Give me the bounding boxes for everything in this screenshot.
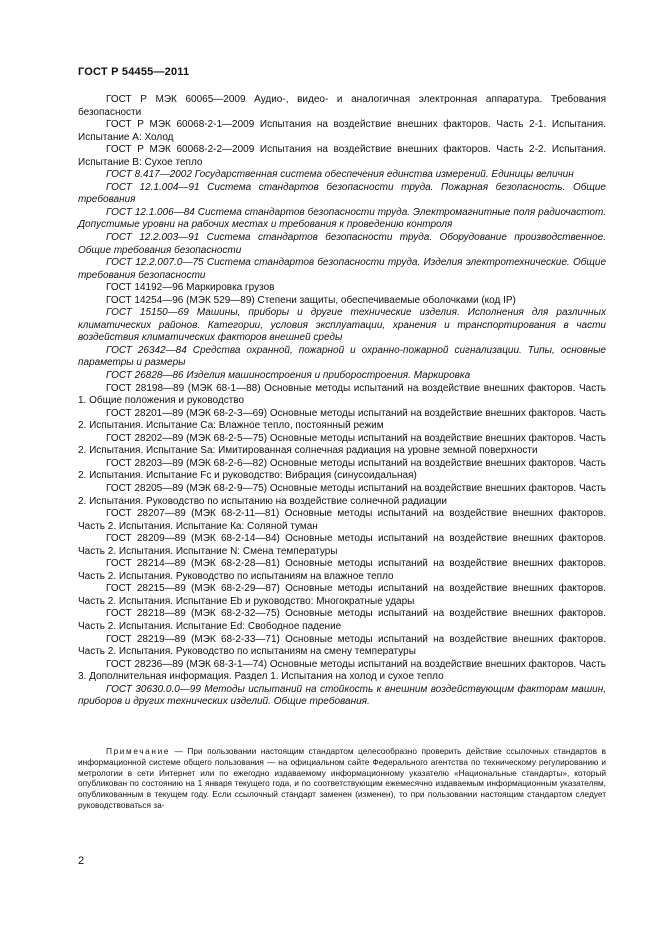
reference-item: ГОСТ 26828—86 Изделия машиностроения и приборостроения. Маркировка (106, 370, 471, 382)
reference-item: ГОСТ 28198—89 (МЭК 68-1—88) Основные методы испытаний на воздействие внешних факторов. Часть 1. Общие положения и руководство (78, 382, 606, 407)
reference-item: ГОСТ 28214—89 (МЭК 68-2-28—81) Основные методы испытаний на воздействие внешних факторов. Часть 2. Испытания. Руководство по испытаниям на влажное тепло (78, 558, 606, 582)
reference-item: ГОСТ 30630.0.0—99 Методы испытаний на стойкость к внешним воздействующим факторам машин, приборов и других технических изделий. Общие требования. (78, 683, 606, 708)
reference-item: ГОСТ 12.1.004—91 Система стандартов безопасности труда. Пожарная безопасность. Общие требования (78, 181, 606, 206)
reference-item: ГОСТ 28218—89 (МЭК 68-2-32—75) Основные методы испытаний на воздействие внешних факторов. Часть 2. Испытания. Испытание Ed: Свободное падение (78, 608, 606, 632)
reference-item: ГОСТ 12.2.003—91 Система стандартов безопасности труда. Оборудование производственное. Общие требования безопасности (78, 232, 606, 256)
reference-item: ГОСТ 12.1.006—84 Система стандартов безопасности труда. Электромагнитные поля радиочастот. Допустимые уровни на рабочих местах и требования к проведению контроля (78, 206, 606, 231)
reference-item: ГОСТ Р МЭК 60068-2-2—2009 Испытания на воздействие внешних факторов. Часть 2-2. Испытания. Испытание В: Сухое тепло (78, 144, 606, 168)
reference-item: ГОСТ 12.2.007.0—75 Система стандартов безопасности труда. Изделия электротехнические. Общие требования безопасности (78, 257, 606, 281)
note-paragraph (78, 746, 606, 811)
reference-item: ГОСТ 28209—89 (МЭК 68-2-14—84) Основные методы испытаний на воздействие внешних факторов. Часть 2. Испытания. Испытание N: Смена температуры (78, 533, 606, 557)
reference-item: ГОСТ 28203—89 (МЭК 68-2-6—82) Основные методы испытаний на воздействие внешних факторов. Часть 2. Испытания. Испытание Fc и руководство: Вибрация (синусоидальная) (78, 457, 606, 482)
reference-item: ГОСТ 14254—96 (МЭК 529—89) Степени защиты, обеспечиваемые оболочками (код IP) (106, 294, 516, 306)
reference-item: ГОСТ 28207—89 (МЭК 68-2-11—81) Основные методы испытаний на воздействие внешних факторов. Часть 2. Испытания. Испытание Ка: Соляной туман (78, 508, 606, 532)
document-header: ГОСТ Р 54455—2011 (78, 66, 190, 78)
reference-item: ГОСТ Р МЭК 60065—2009 Аудио-, видео- и аналогичная электронная аппаратура. Требования безопасности (78, 94, 606, 118)
reference-item: ГОСТ 14192—96 Маркировка грузов (106, 282, 275, 294)
reference-item: ГОСТ 28219—89 (МЭК 68-2-33—71) Основные методы испытаний на воздействие внешних факторов. Часть 2. Испытания. Руководство по испытаниям на смену температуры (78, 633, 606, 658)
reference-item: ГОСТ 28205—89 (МЭК 68-2-9—75) Основные методы испытаний на воздействие внешних факторов. Часть 2. Испытания. Руководство по испытанию на воздействие солнечной радиации (78, 482, 606, 507)
reference-item: ГОСТ 28215—89 (МЭК 68-2-29—87) Основные методы испытаний на воздействие внешних факторов. Часть 2. Испытания. Испытание Eb и руководство: Многократные удары (78, 583, 606, 607)
page-number: 2 (78, 855, 85, 867)
normative-references-list (78, 94, 606, 709)
reference-item: ГОСТ Р МЭК 60068-2-1—2009 Испытания на воздействие внешних факторов. Часть 2-1. Испытания. Испытание А: Холод (78, 119, 606, 143)
note-lead: Примечание (106, 746, 171, 756)
reference-item: ГОСТ 28202—89 (МЭК 68-2-5—75) Основные методы испытаний на воздействие внешних факторов. Часть 2. Испытания. Испытание Sa: Имитированная солнечная радиация на уровне земной поверхности (78, 432, 606, 457)
reference-item: ГОСТ 15150—69 Машины, приборы и другие технические изделия. Исполнения для различных климатических районов. Категории, условия эксплуатации, хранения и транспортирования в части воздействия климатических факторов внешней среды (78, 307, 606, 344)
reference-item: ГОСТ 26342—84 Средства охранной, пожарной и охранно-пожарной сигнализации. Типы, основные параметры и размеры (78, 344, 606, 369)
note-text: — При пользовании настоящим стандартом целесообразно проверить действие ссылочных стандартов в информационной системе общего пользования — на официальном сайте Федерального агентства по техническому регулированию и метрологии в сети Интернет или по ежегодно издаваемому информационному указателю «Национальные стандарты», который опубликован по состоянию на 1 января текущего года, и по соответствующим ежемесячно издаваемым информационным указателям, опубликованным в текущем году. Если ссылочный стандарт заменен (изменен), то при пользовании настоящим стандартом следует руководствоваться за- (78, 746, 606, 810)
reference-item: ГОСТ 8.417—2002 Государственная система обеспечения единства измерений. Единицы величин (106, 169, 574, 181)
reference-item: ГОСТ 28201—89 (МЭК 68-2-3—69) Основные методы испытаний на воздействие внешних факторов. Часть 2. Испытания. Испытание Са: Влажное тепло, постоянный режим (78, 407, 606, 432)
reference-item: ГОСТ 28236—89 (МЭК 68-3-1—74) Основные методы испытаний на воздействие внешних факторов. Часть 3. Дополнительная информация. Раздел 1. Испытания на холод и сухое тепло (78, 658, 606, 683)
